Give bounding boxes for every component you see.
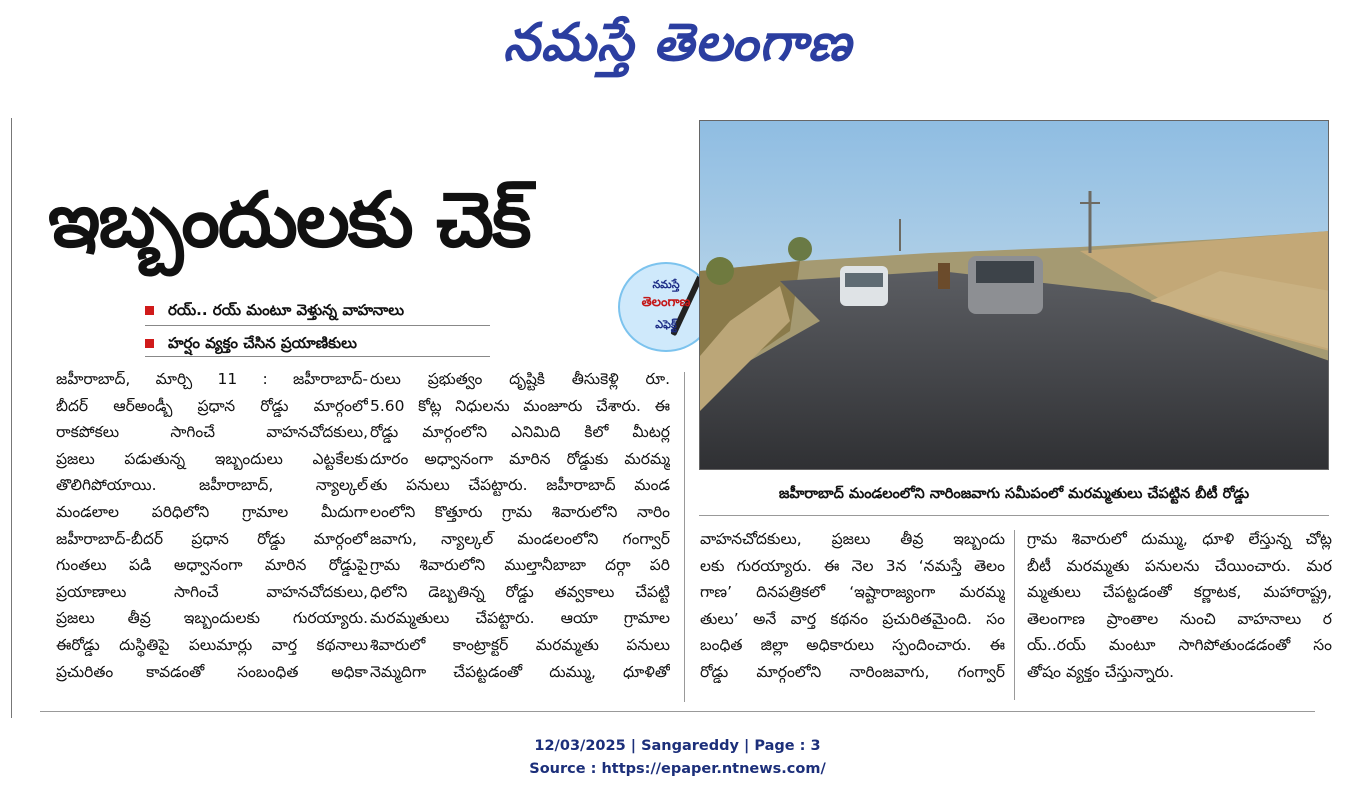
text-line: గ్రామ శివారులో దుమ్ము, ధూళి లేస్తున్న చోట్ల [1027,530,1332,548]
divider [699,515,1329,516]
bullet-square-icon [145,339,154,348]
article-column-2 [370,366,670,685]
subhead-1 [145,296,404,324]
footer-date-edition: 12/03/2025 | Sangareddy | Page : 3 [534,738,821,754]
text-line: రాకపోకలు సాగించే వాహనచోదకులు, [56,423,368,442]
column-divider [1014,530,1015,700]
badge-line: నమస్తే [652,278,680,291]
text-line: గాణ’ దినపత్రికలో ‘ఇష్టారాజ్యంగా మరమ్మ [700,583,1005,602]
text-line: లంలోని కొత్తూరు గ్రామ శివారులోని నారిం [370,502,670,521]
text-line: య్..రయ్ మంటూ సాగిపోతుండడంతో సం [1027,636,1332,655]
text-line: తు పనులు చేపట్టారు. జహీరాబాద్ మండ [370,476,670,495]
text-line: ఈరోడ్డు దుస్థితిపై పలుమార్లు వార్త కథనాలు [56,635,368,654]
text-line: మ్మతులు చేపట్టడంతో కర్ణాటక, మహారాష్ట్ర, [1027,583,1332,602]
text-line: బంధిత జిల్లా అధికారులు స్పందించారు. ఈ [700,636,1005,655]
text-line: గుంతలు పడి అధ్వానంగా మారిన రోడ్డుపై [56,556,368,575]
column-divider [11,118,12,718]
article-column-4 [1027,526,1332,686]
road-photo [699,120,1329,470]
text-line: తోషం వ్యక్తం చేస్తున్నారు. [1027,662,1175,681]
text-line: మరమ్మతులు చేపట్టారు. ఆయా గ్రామాల [370,609,670,628]
text-line: మండలాల పరిధిలోని గ్రామాల మీదుగా [56,502,368,521]
badge-line: తెలంగాణ [641,295,691,310]
text-line: జవాగు, న్యాల్కల్ మండలంలోని గంగ్వార్ [370,529,670,548]
text-line: తెలంగాణ ప్రాంతాల నుంచి వాహనాలు ర [1027,609,1332,628]
text-line: శివారులో కాంట్రాక్టర్ మరమ్మతు పనులు [370,635,670,654]
text-line: జహీరాబాద్-బీదర్ ప్రధాన రోడ్డు మార్గంలో [56,529,368,548]
article-column-1 [56,366,368,685]
text-line: దూరం అధ్వానంగా మారిన రోడ్డుకు మరమ్మ [370,449,670,468]
text-line: రులు ప్రభుత్వం దృష్టికి తీసుకెళ్లి రూ. [370,370,670,388]
badge-line: ఎఫెక్ట్ [655,318,677,331]
article-headline: ఇబ్బందులకు చెక్ [48,175,530,264]
text-line: నెమ్మదిగా చేపట్టడంతో దుమ్ము, ధూళితో [370,662,670,681]
footer-source: Source : https://epaper.ntnews.com/ [529,761,826,777]
text-line: జహీరాబాద్, మార్చి 11 : జహీరాబాద్- [56,370,368,388]
text-line: బీటీ మరమ్మతు పనులను చేయించారు. మర [1027,556,1332,575]
divider [40,711,1315,712]
masthead [0,8,1355,78]
text-line: తొలిగిపోయాయి. జహీరాబాద్, న్యాల్కల్ [56,476,368,495]
column-divider [684,372,685,702]
article-column-3 [700,526,1005,686]
text-line: లకు గురయ్యారు. ఈ నెల 3న ‘నమస్తే తెలం [700,556,1005,575]
bullet-square-icon [145,306,154,315]
text-line: ప్రచురితం కావడంతో సంబంధిత అధికా [56,662,368,681]
divider [145,356,490,357]
text-line: రోడ్డు మార్గంలోని నారింజవాగు, గంగ్వార్ [700,662,1005,681]
subhead-2 [145,329,357,357]
photo-caption: జహీరాబాద్ మండలంలోని నారింజవాగు సమీపంలో మరమ్మతులు చేపట్టిన బీటీ రోడ్డు [778,486,1250,502]
text-line: రోడ్డు మార్గంలోని ఎనిమిది కిలో మీటర్ల [370,423,670,442]
newspaper-logo: నమస్తే తెలంగాణ [503,12,852,73]
text-line: ధిలోని డెబ్బతిన్న రోడ్డు తవ్వకాలు చేపట్టి [370,582,670,601]
text-line: ప్రజలు తీవ్ర ఇబ్బందులకు గురయ్యారు. [56,609,368,628]
road-photo-image [700,121,1329,470]
subhead-text: రయ్.. రయ్ మంటూ వెళ్తున్న వాహనాలు [168,301,405,319]
text-line: ప్రయాణాలు సాగించే వాహనచోదకులు, [56,582,368,601]
text-line: బీదర్ ఆర్అండ్బీ ప్రధాన రోడ్డు మార్గంలో [56,396,368,415]
text-line: వాహనచోదకులు, ప్రజలు తీవ్ర ఇబ్బందు [700,530,1005,548]
divider [145,325,490,326]
text-line: ప్రజలు పడుతున్న ఇబ్బందులు ఎట్టకేలకు [56,449,368,468]
subhead-text: హర్షం వ్యక్తం చేసిన ప్రయాణికులు [168,334,357,352]
text-line: తులు’ అనే వార్త కథనం ప్రచురితమైంది. సం [700,609,1005,628]
text-line: గ్రామ శివారులోని ముల్తానీబాబా దర్గా పరి [370,556,670,575]
text-line: 5.60 కోట్ల నిధులను మంజూరు చేశారు. ఈ [370,396,670,415]
